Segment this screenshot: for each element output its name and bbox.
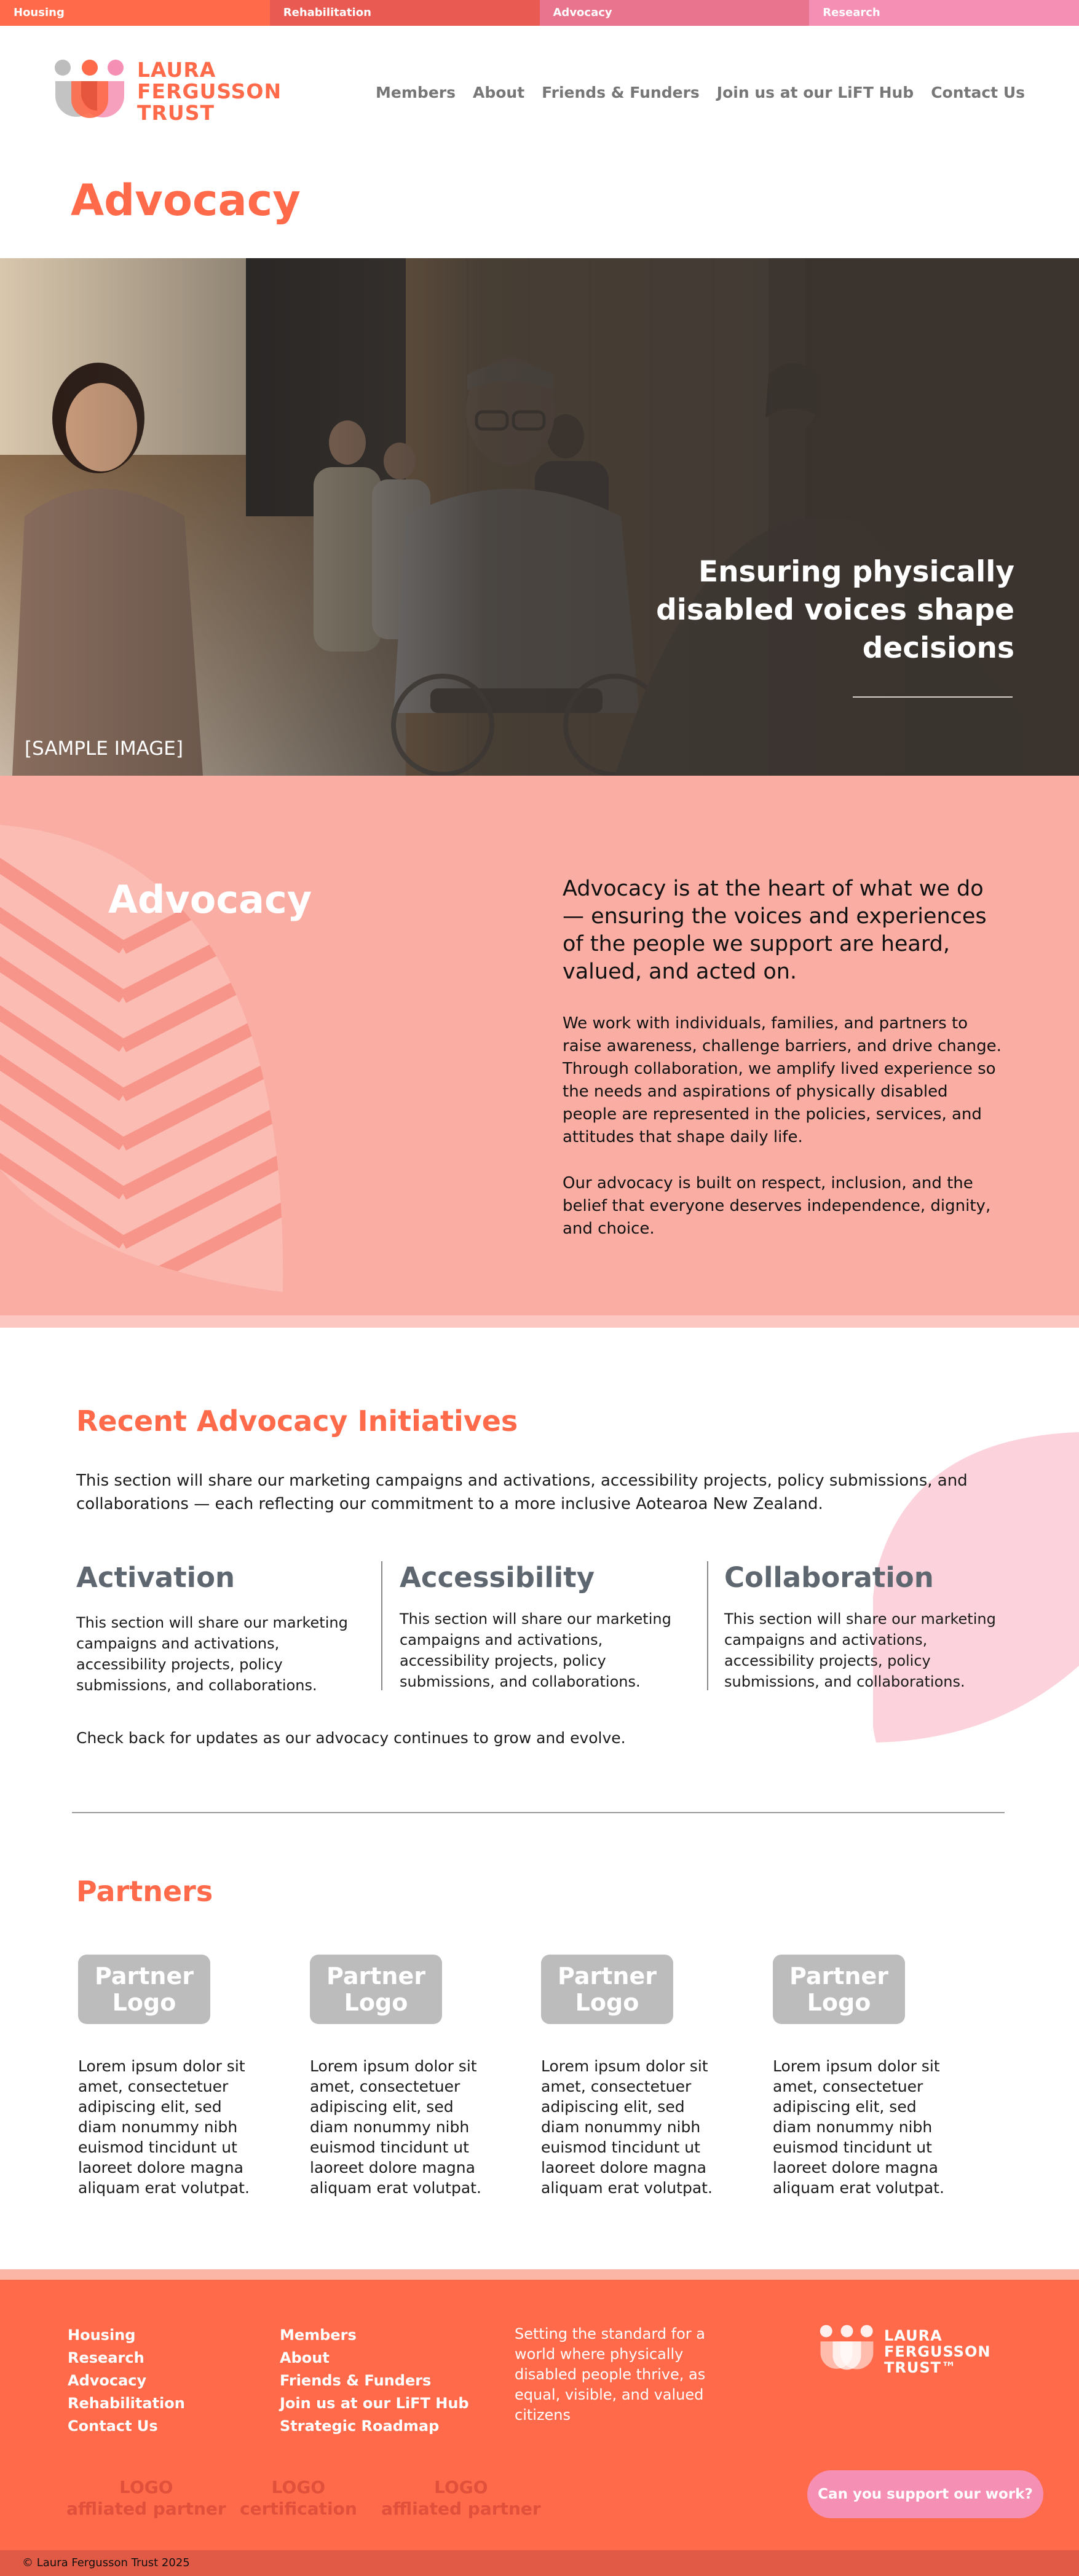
affiliate-logo-label: LOGO <box>119 2477 173 2497</box>
initiative-title: Activation <box>76 1561 235 1594</box>
affiliate-logo-caption: affliated partner <box>66 2499 226 2519</box>
footer-link-members[interactable]: Members <box>280 2326 357 2344</box>
initiative-accessibility <box>400 1561 676 1692</box>
footer-link-research[interactable]: Research <box>68 2349 144 2366</box>
partner-logo[interactable]: Partner Logo <box>773 1955 905 2024</box>
partner-description: Lorem ipsum dolor sit amet, consectetuer adipiscing elit, sed diam nonummy nibh euismod tincidunt ut laoreet dolore magna aliquam erat volutpat. <box>541 2057 713 2197</box>
initiatives-intro: This section will share our marketing campaigns and activations, accessibility projects, policy submissions, and collaborations — each reflecting our commitment to a more inclusive Aotearoa New Zealand. <box>76 1471 968 1513</box>
footer-tagline: Setting the standard for a world where physically disabled people thrive, as equal, visible, and valued citizens <box>515 2325 706 2424</box>
section-divider <box>72 1812 1005 1813</box>
top-tab-advocacy[interactable]: Advocacy <box>540 0 810 26</box>
nav-members[interactable]: Members <box>376 84 456 101</box>
footer-link-contact[interactable]: Contact Us <box>68 2417 158 2435</box>
logo-people-icon <box>54 59 128 127</box>
advocacy-section <box>0 776 1079 1317</box>
column-divider <box>381 1561 382 1690</box>
affiliate-logo[interactable] <box>66 2476 226 2519</box>
footer-link-housing[interactable]: Housing <box>68 2326 136 2344</box>
page-title: Advocacy <box>71 175 301 226</box>
logo-people-icon <box>820 2323 876 2378</box>
footer-logo[interactable] <box>820 2323 1010 2384</box>
partner-card <box>773 1955 970 2198</box>
partner-card <box>78 1955 275 2198</box>
footer-link-rehabilitation[interactable]: Rehabilitation <box>68 2395 185 2412</box>
section-divider-strip <box>0 1315 1079 1328</box>
copyright: © Laura Fergusson Trust 2025 <box>0 2550 1079 2576</box>
advocacy-paragraph-1: We work with individuals, families, and partners to raise awareness, challenge barriers, and drive change. Through collaboration, we amplify lived experience so the needs and aspirations of physically disabled people are represented in the policies, services, and attitudes that shape daily life. <box>563 1014 1002 1146</box>
affiliate-logo-label: LOGO <box>271 2477 326 2497</box>
nav-lift-hub[interactable]: Join us at our LiFT Hub <box>716 84 914 101</box>
initiative-title: Accessibility <box>400 1561 595 1594</box>
main-nav <box>376 84 1025 101</box>
affiliate-logo-label: LOGO <box>434 2477 488 2497</box>
initiative-title: Collaboration <box>724 1561 934 1594</box>
check-back-note: Check back for updates as our advocacy continues to grow and evolve. <box>76 1729 626 1747</box>
sample-image-label: [SAMPLE IMAGE] <box>25 738 183 760</box>
footer-logo-wordmark: LAURA FERGUSSON TRUST™ <box>884 2327 991 2376</box>
hero-photo-icon <box>0 258 1079 776</box>
logo-wordmark: LAURA FERGUSSON TRUST <box>137 58 282 125</box>
partners-title: Partners <box>76 1875 213 1908</box>
hero-banner <box>0 258 1079 776</box>
advocacy-heading: Advocacy <box>108 877 312 922</box>
top-tab-rehabilitation[interactable]: Rehabilitation <box>270 0 540 26</box>
footer-link-lift-hub[interactable]: Join us at our LiFT Hub <box>280 2395 469 2412</box>
advocacy-lead: Advocacy is at the heart of what we do — ensuring the voices and experiences of the people we support are heard, valued, and acted on. <box>563 876 987 984</box>
footer-top-strip <box>0 2269 1079 2280</box>
footer-link-about[interactable]: About <box>280 2349 330 2366</box>
initiatives-title: Recent Advocacy Initiatives <box>76 1404 518 1438</box>
hero-divider <box>853 696 1013 698</box>
nav-contact[interactable]: Contact Us <box>931 84 1025 101</box>
site-logo[interactable] <box>54 59 306 127</box>
hero-heading: Ensuring physically disabled voices shape decisions <box>656 555 1014 665</box>
initiative-text: This section will share our marketing campaigns and activations, accessibility projects, policy submissions, and collaborations. <box>724 1610 996 1690</box>
partner-card <box>310 1955 507 2198</box>
support-button[interactable]: Can you support our work? <box>807 2470 1043 2518</box>
top-tab-research[interactable]: Research <box>809 0 1079 26</box>
initiative-collaboration <box>724 1561 1001 1692</box>
initiative-text: This section will share our marketing campaigns and activations, accessibility projects, policy submissions, and collaborations. <box>400 1610 671 1690</box>
partner-description: Lorem ipsum dolor sit amet, consectetuer adipiscing elit, sed diam nonummy nibh euismod tincidunt ut laoreet dolore magna aliquam erat volutpat. <box>773 2057 944 2197</box>
partner-description: Lorem ipsum dolor sit amet, consectetuer adipiscing elit, sed diam nonummy nibh euismod tincidunt ut laoreet dolore magna aliquam erat volutpat. <box>78 2057 250 2197</box>
partner-description: Lorem ipsum dolor sit amet, consectetuer adipiscing elit, sed diam nonummy nibh euismod tincidunt ut laoreet dolore magna aliquam erat volutpat. <box>310 2057 481 2197</box>
initiative-text: This section will share our marketing campaigns and activations, accessibility projects, policy submissions, and collaborations. <box>76 1614 348 1694</box>
nav-friends-funders[interactable]: Friends & Funders <box>542 84 700 101</box>
partner-logo[interactable]: Partner Logo <box>310 1955 442 2024</box>
footer-link-advocacy[interactable]: Advocacy <box>68 2372 147 2389</box>
advocacy-paragraph-2: Our advocacy is built on respect, inclusion, and the belief that everyone deserves independence, dignity, and choice. <box>563 1174 991 1238</box>
partner-logo[interactable]: Partner Logo <box>78 1955 210 2024</box>
footer-link-strategic-roadmap[interactable]: Strategic Roadmap <box>280 2417 440 2435</box>
top-tab-housing[interactable]: Housing <box>0 0 270 26</box>
affiliate-logo-caption: certification <box>240 2499 357 2519</box>
footer-link-friends-funders[interactable]: Friends & Funders <box>280 2372 432 2389</box>
affiliate-logo[interactable] <box>381 2476 541 2519</box>
partner-logo[interactable]: Partner Logo <box>541 1955 673 2024</box>
footer-links-primary <box>68 2324 185 2438</box>
site-footer <box>0 2280 1079 2550</box>
affiliate-logo[interactable] <box>240 2476 357 2519</box>
affiliate-logo-caption: affliated partner <box>381 2499 541 2519</box>
partner-card <box>541 1955 738 2198</box>
top-tab-bar <box>0 0 1079 26</box>
column-divider <box>707 1561 708 1690</box>
footer-links-secondary <box>280 2324 469 2438</box>
nav-about[interactable]: About <box>473 84 525 101</box>
initiative-activation <box>76 1561 353 1696</box>
